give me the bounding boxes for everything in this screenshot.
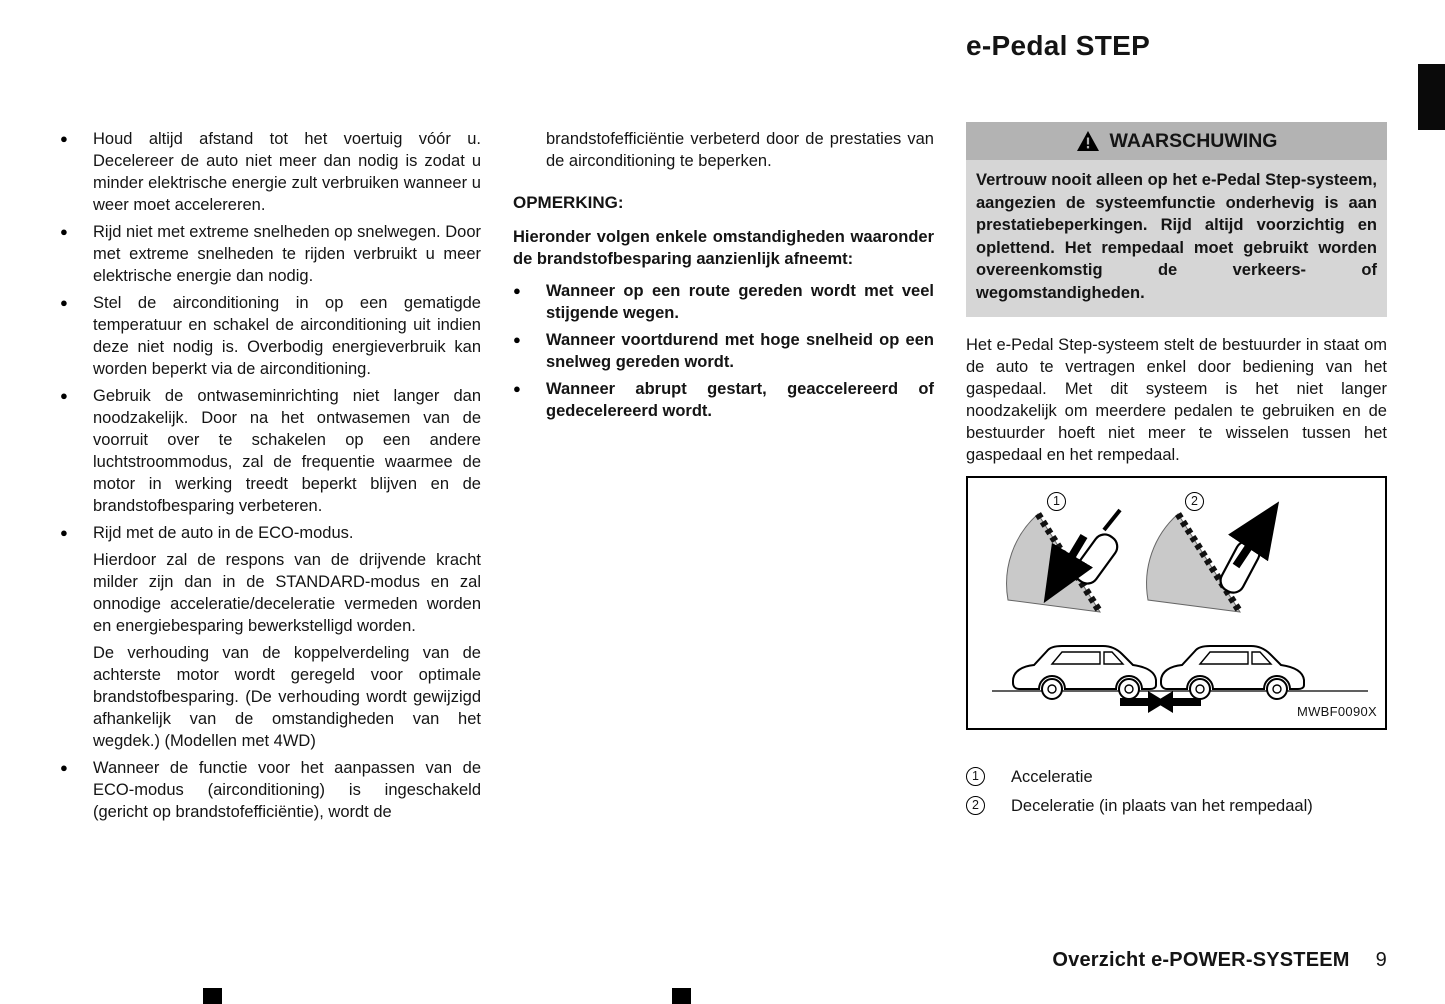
list-item bbox=[60, 522, 481, 544]
warning-box bbox=[966, 122, 1387, 317]
bullet-icon: ● bbox=[60, 388, 68, 403]
note-intro: Hieronder volgen enkele omstandigheden waaronder de brandstofbesparing aanzienlijk afneemt: bbox=[513, 228, 934, 268]
legend-marker-2: 2 bbox=[966, 796, 985, 815]
bullet-icon: ● bbox=[513, 283, 521, 298]
paragraph: De verhouding van de koppelverdeling van de achterste motor wordt geregeld voor optimale brandstofbesparing. (De verhouding wordt gewijzigd afhankelijk van de omstandigheden van het wegdek.) (Modellen met 4WD) bbox=[93, 644, 481, 750]
bullet-icon: ● bbox=[60, 760, 68, 775]
list-item bbox=[513, 329, 934, 373]
legend-item bbox=[966, 795, 1387, 817]
list-item bbox=[60, 128, 481, 216]
bullet-icon: ● bbox=[513, 332, 521, 347]
list-item-text: Houd altijd afstand tot het voertuig vóór u. Decelereer de auto niet meer dan nodig is zodat u minder elektrische energie zult verbruiken wanneer u weer moet accelereren. bbox=[93, 130, 481, 214]
legend-label: Acceleratie bbox=[1011, 768, 1093, 786]
list-item-text: Rijd met de auto in de ECO-modus. bbox=[93, 524, 354, 542]
chapter-edge-tab bbox=[1418, 64, 1445, 130]
figure-marker-2: 2 bbox=[1185, 492, 1204, 511]
right-column bbox=[966, 122, 1387, 824]
figure-legend bbox=[966, 766, 1387, 817]
list-item bbox=[513, 378, 934, 422]
pedal-1-illustration bbox=[1007, 510, 1122, 612]
note-heading: OPMERKING: bbox=[513, 193, 624, 212]
bullet-icon: ● bbox=[60, 131, 68, 146]
list-item bbox=[513, 280, 934, 324]
pedal-figure bbox=[966, 476, 1387, 730]
figure-code: MWBF0090X bbox=[1296, 704, 1377, 719]
list-item bbox=[60, 385, 481, 517]
paragraph-continuation: brandstofefficiëntie verbeterd door de prestaties van de airconditioning te beperken. bbox=[546, 130, 934, 170]
bullet-icon: ● bbox=[60, 525, 68, 540]
pedal-diagram bbox=[968, 478, 1385, 724]
footer-section-title: Overzicht e-POWER-SYSTEEM bbox=[1052, 949, 1350, 971]
print-registration-mark bbox=[672, 988, 691, 1004]
bullet-icon: ● bbox=[513, 381, 521, 396]
bullet-icon: ● bbox=[60, 295, 68, 310]
list-item-text: Rijd niet met extreme snelheden op snelwegen. Door met extreme snelheden te rijden verbruikt u meer elektrische energie dan nodig. bbox=[93, 223, 481, 285]
warning-header bbox=[966, 122, 1387, 160]
print-registration-mark bbox=[203, 988, 222, 1004]
legend-item bbox=[966, 766, 1387, 788]
list-item-text: Wanneer de functie voor het aanpassen van de ECO-modus (airconditioning) is ingeschakeld (gericht op brandstofefficiëntie), wordt de bbox=[93, 759, 481, 821]
page-title: e-Pedal STEP bbox=[966, 30, 1151, 61]
list-item-text: Stel de airconditioning in op een gematigde temperatuur en schakel de airconditioning uit indien deze niet nodig is. Overbodig energieverbruik kan worden beperkt via de airconditioning. bbox=[93, 294, 481, 378]
list-item-text: Wanneer abrupt gestart, geaccelereerd of gedecelereerd wordt. bbox=[546, 380, 934, 420]
car-2-illustration bbox=[1155, 646, 1304, 713]
list-item bbox=[60, 757, 481, 823]
list-item-text: Gebruik de ontwaseminrichting niet langer dan noodzakelijk. Door na het ontwasemen van de voorruit over te schakelen op een andere luchtstroommodus, zal de frequentie waarmee de motor in werking treedt beperkt blijven en de brandstofbesparing verbeteren. bbox=[93, 387, 481, 515]
figure-marker-1: 1 bbox=[1047, 492, 1066, 511]
warning-icon bbox=[1076, 130, 1100, 152]
pedal-2-illustration bbox=[1147, 514, 1268, 612]
warning-title: WAARSCHUWING bbox=[1109, 130, 1278, 152]
list-item bbox=[60, 292, 481, 380]
list-item bbox=[60, 221, 481, 287]
intro-paragraph: Het e-Pedal Step-systeem stelt de bestuurder in staat om de auto te vertragen enkel door bediening van het gaspedaal. Met dit systeem is het niet langer noodzakelijk om meerdere pedalen te gebruiken en de bestuurder hoeft niet meer te wisselen tussen het gaspedaal en het rempedaal. bbox=[966, 336, 1387, 464]
warning-body: Vertrouw nooit alleen op het e-Pedal Step-systeem, aangezien de systeemfunctie onderhevig is aan prestatiebeperkingen. Rijd altijd voorzichtig en oplettend. Het rempedaal moet gebruikt worden overeenkomstig de verkeers- of wegomstandigheden. bbox=[966, 160, 1387, 317]
list-item-text: Wanneer voortdurend met hoge snelheid op een snelweg gereden wordt. bbox=[546, 331, 934, 371]
car-1-illustration bbox=[1013, 646, 1166, 713]
legend-label: Deceleratie (in plaats van het rempedaal) bbox=[1011, 797, 1313, 815]
list-item-text: Wanneer op een route gereden wordt met veel stijgende wegen. bbox=[546, 282, 934, 322]
bullet-icon: ● bbox=[60, 224, 68, 239]
paragraph: Hierdoor zal de respons van de drijvende kracht milder zijn dan in de STANDARD-modus en zal onnodige acceleratie/deceleratie vermeden worden en energiebesparing bewerkstelligd worden. bbox=[93, 551, 481, 635]
page-number: 9 bbox=[1375, 949, 1387, 971]
legend-marker-1: 1 bbox=[966, 767, 985, 786]
middle-column bbox=[513, 128, 934, 427]
left-column bbox=[60, 128, 481, 828]
page-footer bbox=[1052, 949, 1387, 972]
